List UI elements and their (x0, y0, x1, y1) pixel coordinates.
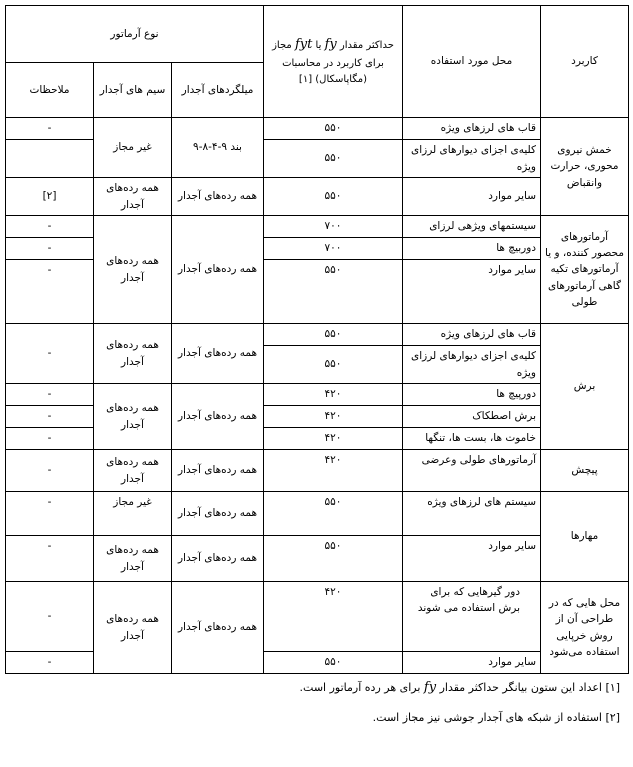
location-cell: قاب های لرزهای ویژه (403, 324, 541, 346)
deformed-cell: بند ۹-۴-۸-۹ (172, 118, 264, 178)
usage-cell: پیچش (541, 450, 629, 492)
remarks-cell: - (6, 582, 94, 652)
wire-cell: همه رده‌های آجدار (94, 536, 172, 582)
header-remarks: ملاحظات (6, 63, 94, 118)
table-row (6, 178, 629, 216)
header-fy-max: حداکثر مقدار fy یا fyt مجاز برای کاربرد در محاسبات (مگاپاسکال) [۱] (264, 6, 403, 118)
usage-cell: برش (541, 324, 629, 450)
wire-cell: همه رده‌های آجدار (94, 450, 172, 492)
document (5, 5, 628, 740)
table-row (6, 324, 629, 346)
deformed-cell: همه رده‌های آجدار (172, 216, 264, 324)
usage-cell: مهارها (541, 492, 629, 582)
fy-cell: ۵۵۰ (264, 118, 403, 140)
header-location: محل مورد استفاده (403, 6, 541, 118)
location-cell: سیستم های لرزهای ویژه (403, 492, 541, 536)
location-cell: سیستمهای ویژهی لرزای (403, 216, 541, 238)
remarks-cell: - (6, 492, 94, 536)
wire-cell: همه رده‌های آجدار (94, 324, 172, 384)
remarks-cell: - (6, 238, 94, 260)
location-cell: دور گیرهایی که برای برش استفاده می شوند (403, 582, 541, 652)
fy-cell: ۵۵۰ (264, 260, 403, 324)
fy-cell: ۴۲۰ (264, 450, 403, 492)
table-row (6, 216, 629, 238)
fy-cell: ۷۰۰ (264, 238, 403, 260)
location-cell: آرماتورهای طولی وعرضی (403, 450, 541, 492)
remarks-cell: [۲] (6, 178, 94, 216)
table-row (6, 536, 629, 582)
remarks-cell: - (6, 118, 94, 140)
header-deformed-bars: میلگردهای آجدار (172, 63, 264, 118)
wire-cell: همه رده‌های آجدار (94, 384, 172, 450)
deformed-cell: همه رده‌های آجدار (172, 450, 264, 492)
header-usage: کاربرد (541, 6, 629, 118)
fy-cell: ۴۲۰ (264, 428, 403, 450)
usage-cell: خمش نیروی محوری، حرارت وانقباض (541, 118, 629, 216)
location-cell: کلیه‌ی اجزای دیوارهای لرزای ویژه (403, 346, 541, 384)
fy-symbol: fy (423, 680, 437, 695)
table-row (6, 450, 629, 492)
wire-cell: غیر مجاز (94, 118, 172, 178)
fy-cell: ۵۵۰ (264, 346, 403, 384)
deformed-cell: همه رده‌های آجدار (172, 492, 264, 536)
fy-cell: ۵۵۰ (264, 178, 403, 216)
fy-cell: ۵۵۰ (264, 492, 403, 536)
fy-symbol: fy (324, 37, 337, 53)
fy-cell: ۴۲۰ (264, 582, 403, 652)
location-cell: دورپیچ ها (403, 384, 541, 406)
wire-cell: همه رده‌های آجدار (94, 582, 172, 674)
table-row (6, 582, 629, 652)
location-cell: سایر موارد (403, 652, 541, 674)
fy-cell: ۷۰۰ (264, 216, 403, 238)
location-cell: سایر موارد (403, 536, 541, 582)
fy-cell: ۵۵۰ (264, 324, 403, 346)
remarks-cell: - (6, 260, 94, 324)
remarks-cell: - (6, 450, 94, 492)
wire-cell: همه رده‌های آجدار (94, 216, 172, 324)
location-cell: سایر موارد (403, 260, 541, 324)
header-row (6, 6, 629, 63)
fy-cell: ۵۵۰ (264, 140, 403, 178)
deformed-cell: همه رده‌های آجدار (172, 536, 264, 582)
location-cell: کلیه‌ی اجزای دیوارهای لرزای ویژه (403, 140, 541, 178)
deformed-cell: همه رده‌های آجدار (172, 178, 264, 216)
remarks-cell: - (6, 384, 94, 406)
deformed-cell: همه رده‌های آجدار (172, 582, 264, 674)
location-cell: سایر موارد (403, 178, 541, 216)
table-row (6, 384, 629, 406)
header-deformed-wire: سیم های آجدار (94, 63, 172, 118)
remarks-cell: - (6, 652, 94, 674)
footnote-1: [۱] اعداد این ستون بیانگر حداکثر مقدار fy برای هر رده آرماتور است. (299, 680, 620, 695)
wire-cell: غیر مجاز (94, 492, 172, 536)
fy-cell: ۴۲۰ (264, 384, 403, 406)
location-cell: دوربیچ ها (403, 238, 541, 260)
fy-cell: ۴۲۰ (264, 406, 403, 428)
fy-cell: ۵۵۰ (264, 652, 403, 674)
remarks-cell: - (6, 324, 94, 384)
remarks-cell: - (6, 216, 94, 238)
wire-cell: همه رده‌های آجدار (94, 178, 172, 216)
fy-cell: ۵۵۰ (264, 536, 403, 582)
header-rebar-type: نوع آرماتور (6, 6, 264, 63)
fyt-symbol: fyt (294, 37, 313, 53)
table-row (6, 118, 629, 140)
usage-cell: محل هایی که در طراحی آن از روش خرپایی استفاده می‌شود (541, 582, 629, 674)
location-cell: خاموت ها، بست ها، تنگها (403, 428, 541, 450)
footnotes (5, 680, 628, 724)
location-cell: قاب های لرزهای ویژه (403, 118, 541, 140)
remarks-cell (6, 140, 94, 178)
usage-cell: آرماتورهای محصور کننده، و یا آرماتورهای تکیه گاهی آرماتورهای طولی (541, 216, 629, 324)
remarks-cell: - (6, 428, 94, 450)
deformed-cell: همه رده‌های آجدار (172, 324, 264, 384)
remarks-cell: - (6, 406, 94, 428)
rebar-strength-table (5, 5, 629, 674)
deformed-cell: همه رده‌های آجدار (172, 384, 264, 450)
remarks-cell: - (6, 536, 94, 582)
table-row (6, 492, 629, 536)
footnote-2: [۲] استفاده از شبکه های آجدار جوشی نیز مجاز است. (372, 711, 620, 724)
location-cell: برش اصطکاک (403, 406, 541, 428)
